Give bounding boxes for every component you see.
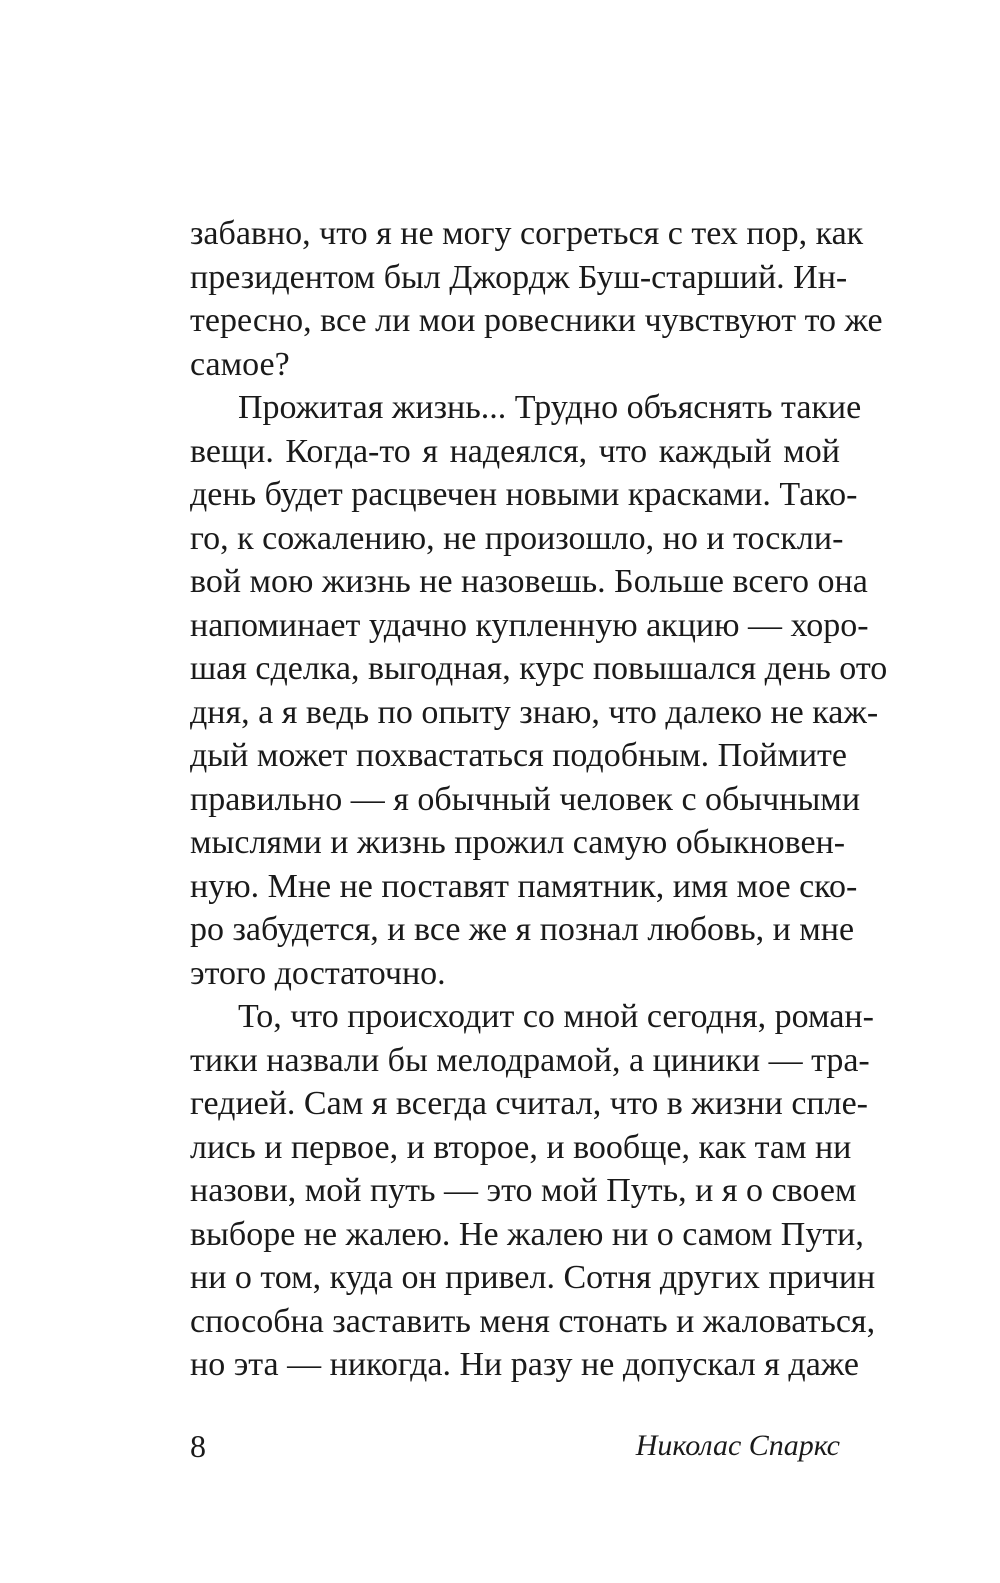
text-line: президентом был Джордж Буш-старший. Ин-	[190, 258, 848, 296]
text-line: напоминает удачно купленную акцию — хоро-	[190, 606, 869, 644]
text-line: забавно, что я не могу согреться с тех пор, как	[190, 215, 864, 252]
text-line: То, что происходит со мной сегодня, роман-	[238, 998, 874, 1035]
text-line: самое?	[190, 345, 290, 383]
text-line: лись и первое, и второе, и вообще, как там ни	[190, 1128, 852, 1166]
text-line: этого достаточно.	[190, 954, 446, 992]
text-line: Прожитая жизнь... Трудно объяснять такие	[238, 389, 862, 426]
text-line: день будет расцвечен новыми красками. Тако-	[190, 476, 858, 513]
text-line: гедией. Сам я всегда считал, что в жизни спле-	[190, 1085, 869, 1122]
text-line: шая сделка, выгодная, курс повышался день ото	[190, 650, 888, 687]
text-line: тересно, все ли мои ровесники чувствуют то же	[190, 302, 883, 339]
running-footer-author: Николас Спаркс	[635, 1429, 840, 1462]
text-line: дый может похвастаться подобным. Поймите	[190, 737, 847, 774]
text-line: но эта — никогда. Ни разу не допускал я даже	[190, 1346, 859, 1383]
text-line: вой мою жизнь не назовешь. Больше всего она	[190, 563, 868, 600]
page-number: 8	[190, 1428, 206, 1464]
text-line: дня, а я ведь по опыту знаю, что далеко не каж-	[190, 693, 879, 731]
text-line: назови, мой путь — это мой Путь, и я о своем	[190, 1172, 857, 1209]
text-line: го, к сожалению, не произошло, но и тоскли-	[190, 519, 844, 557]
text-line: тики назвали бы мелодрамой, а циники — тра-	[190, 1041, 870, 1079]
text-line: ни о том, куда он привел. Сотня других причин	[190, 1259, 876, 1296]
text-line: правильно — я обычный человек с обычными	[190, 780, 861, 818]
text-line: выборе не жалею. Не жалею ни о самом Пути,	[190, 1215, 864, 1253]
text-line: способна заставить меня стонать и жаловаться,	[190, 1302, 876, 1340]
text-line: вещи. Когда-то я надеялся, что каждый мой	[190, 432, 840, 470]
text-line: мыслями и жизнь прожил самую обыкновен-	[190, 824, 846, 861]
page-body-text	[190, 212, 888, 1387]
text-line: ную. Мне не поставят памятник, имя мое ско-	[190, 867, 858, 905]
text-line: ро забудется, и все же я познал любовь, и мне	[190, 911, 855, 948]
